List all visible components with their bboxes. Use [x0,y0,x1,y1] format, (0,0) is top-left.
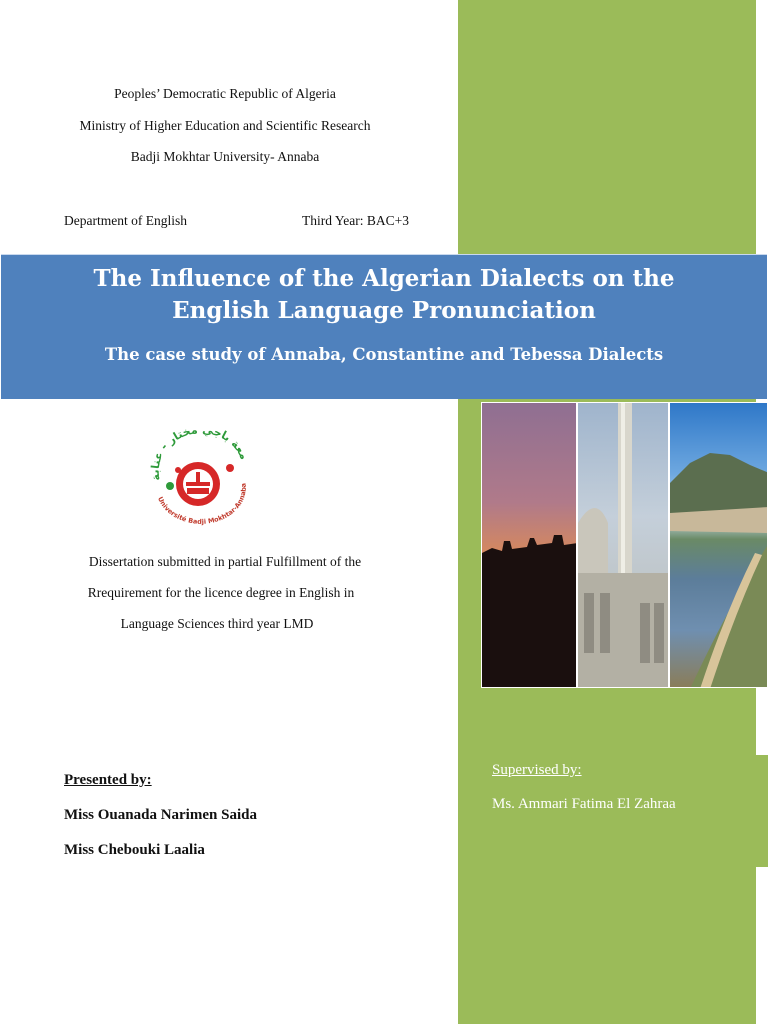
presented-by-label: Presented by: [64,772,152,788]
sunset-photo [481,402,577,688]
ministry-name: Ministry of Higher Education and Scientific Research [79,118,371,133]
student-name-2: Miss Chebouki Laalia [64,842,205,858]
university-logo [132,428,260,528]
title-line-1: The Influence of the Algerian Dialects on the [93,265,675,292]
logo-arabic-text: معة باجي مختار - عنابة [148,428,251,482]
supervisor-name: Ms. Ammari Fatima El Zahraa [492,796,676,812]
republic-name: Peoples’ Democratic Republic of Algeria [114,86,336,101]
supervised-by-label: Supervised by: [492,762,582,778]
dissertation-line-1: Dissertation submitted in partial Fulfillment of the [88,554,362,569]
subtitle: The case study of Annaba, Constantine and Tebessa Dialects [104,345,664,364]
year-label: Third Year: BAC+3 [302,213,409,228]
green-side-tab [750,755,768,867]
title-band [1,254,767,399]
student-name-1: Miss Ouanada Narimen Saida [64,807,257,823]
mosque-photo [577,402,669,688]
green-column-top [458,0,756,254]
logo-latin-text: Université Badji Mokhtar-Annaba [156,482,248,526]
university-name: Badji Mokhtar University- Annaba [130,149,320,164]
title-line-2: English Language Pronunciation [172,297,596,324]
dissertation-line-3: Language Sciences third year LMD [120,616,314,631]
department-label: Department of English [64,213,187,228]
dissertation-line-2: Rrequirement for the licence degree in English in [87,585,355,600]
bay-photo [669,402,768,688]
